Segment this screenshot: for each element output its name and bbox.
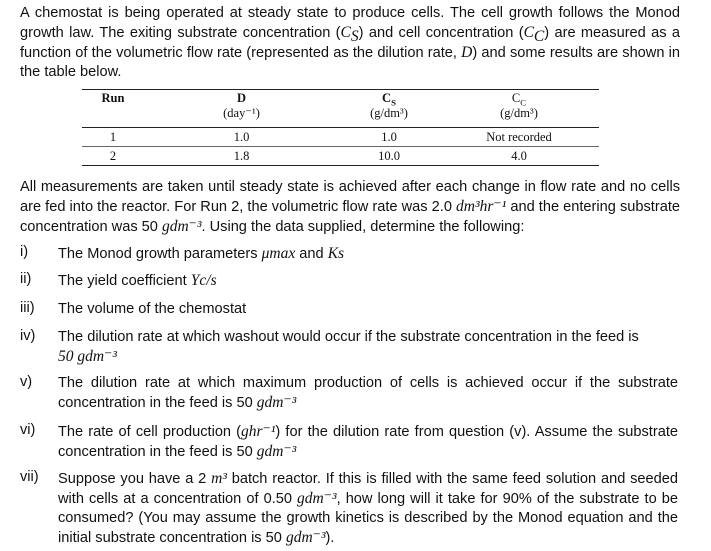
item-number: iii): [20, 300, 35, 316]
item-text: The dilution rate at which maximum production of cells is achieved occur if the substrate concentration in the feed is 50 gdm⁻³: [58, 375, 678, 411]
item-number: v): [20, 374, 33, 390]
cell-d: 1.0: [233, 130, 250, 144]
cell-cs: 10.0: [378, 149, 400, 163]
cell-d: 1.8: [233, 149, 250, 163]
header-cs: $C_S$ (g/dm³): [370, 91, 408, 120]
item-number: vii): [20, 469, 39, 485]
item-number: ii): [20, 271, 32, 287]
conditions-paragraph: All measurements are taken until steady state is achieved after each change in flow rate and no cells are fed into the reactor. For Run 2, the volumetric flow rate was 2.0 dm³hr⁻¹ and the entering substrate concentration was 50 gdm⁻³. Using the data supplied, determine the following:: [20, 179, 681, 235]
item-text: Suppose you have a 2 m³ batch reactor. If this is filled with the same feed solution and seeded with cells at a concentration of 0.50 gdm⁻³, how long will it take for 90% of the substrate to be consumed? (You may assume the growth kinetics is described by the Monod equation and the initial substrate concentration is 50 gdm⁻³).: [58, 470, 679, 546]
table-header-row: [82, 90, 599, 128]
intro-paragraph: A chemostat is being operated at steady state to produce cells. The cell growth follows the Monod growth law. The exiting substrate concentration $(C_S)$ and cell concentration $(C_C)$ are measured as a function of the volumetric flow rate (represented as the dilution rate, D) and some results are shown in the table below.: [20, 5, 681, 80]
cell-cc: 4.0: [511, 149, 527, 163]
header-cc: $C_C$ (g/dm³): [500, 91, 538, 120]
table-row: [82, 147, 599, 165]
results-table: [82, 89, 599, 166]
cell-run: 1: [109, 130, 117, 144]
item-number: i): [20, 244, 29, 260]
header-d: D (day⁻¹): [223, 91, 260, 120]
item-text: The Monod growth parameters μmax and Ks: [58, 245, 345, 262]
item-text: The rate of cell production (ghr⁻¹) for the dilution rate from question (v). Assume the substrate concentration in the feed is 50 gdm⁻³: [58, 423, 678, 460]
item-text: The yield coefficient Yc/s: [58, 272, 217, 289]
item-text: The dilution rate at which washout would occur if the substrate concentration in the feed is 50 gdm⁻³: [58, 329, 639, 365]
table-row: [82, 128, 599, 147]
cell-cs: 1.0: [381, 130, 397, 144]
cell-cc: Not recorded: [486, 130, 552, 144]
cell-run: 2: [109, 149, 117, 163]
header-run: Run: [101, 91, 125, 105]
item-text: The volume of the chemostat: [58, 301, 247, 317]
item-number: vi): [20, 422, 36, 438]
item-number: iv): [20, 328, 36, 344]
